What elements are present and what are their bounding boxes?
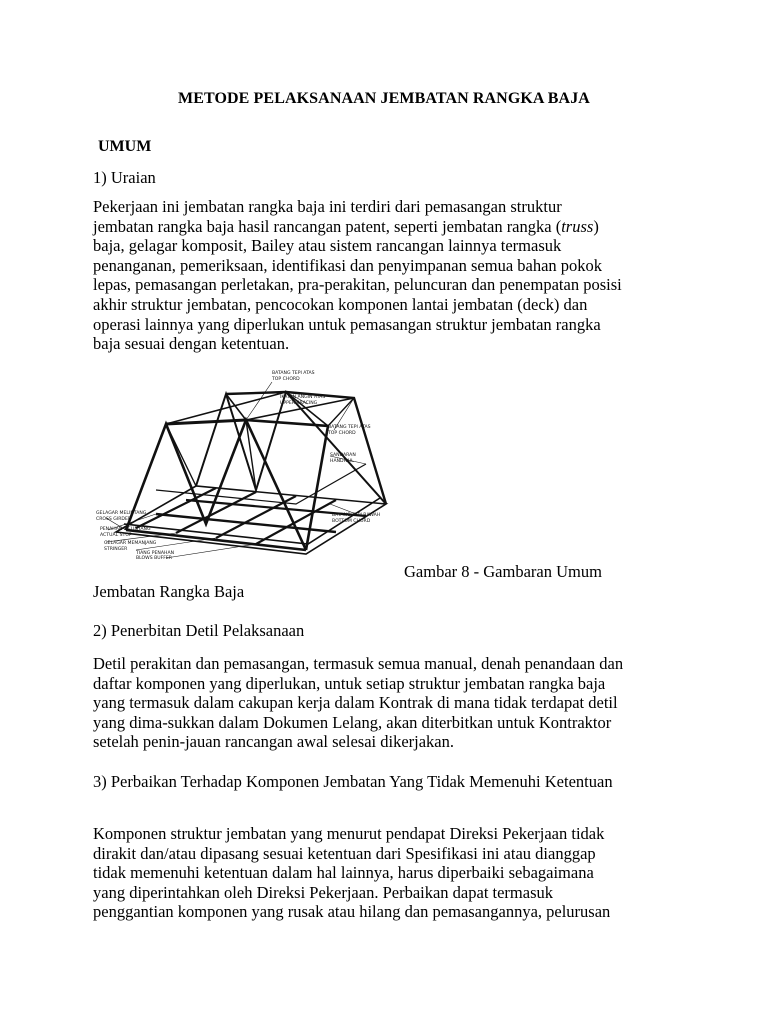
paragraph-line: penanganan, pemeriksaan, identifikasi dan penyimpanan semua bahan pokok: [93, 255, 603, 275]
paragraph-line: baja, gelagar komposit, Bailey atau sistem rancangan lainnya termasuk: [93, 236, 562, 256]
paragraph-line: Pekerjaan ini jembatan rangka baja ini terdiri dari pemasangan struktur: [93, 197, 562, 216]
subsection-1-paragraph: [93, 197, 683, 354]
label-upper-bracing-en: UPPER BRACING: [280, 401, 318, 406]
section-heading: UMUM: [98, 138, 152, 155]
paragraph-line: penggantian komponen yang rusak atau hilang dan pemasangannya, pelurusan: [93, 902, 611, 922]
italic-term: truss: [561, 216, 594, 236]
paragraph-line: dirakit dan/atau dipasang sesuai ketentuan dari Spesifikasi ini atau dianggap: [93, 843, 596, 863]
label-upper-bracing: IKATAN ANGIN ATAS: [280, 395, 326, 400]
subsection-1-heading: 1) Uraian: [93, 168, 156, 187]
subsection-2-paragraph: [93, 654, 683, 752]
figure-caption-part1: Gambar 8 - Gambaran Umum: [404, 562, 602, 581]
label-stringer-en: STRINGER: [104, 547, 128, 552]
paragraph-line: operasi lainnya yang diperlukan untuk pemasangan struktur jembatan rangka: [93, 314, 601, 334]
subsection-3-heading: 3) Perbaikan Terhadap Komponen Jembatan Yang Tidak Memenuhi Ketentuan: [93, 772, 613, 791]
label-bottom-chord-en: BOTTOM CHORD: [332, 519, 371, 524]
label-top-chord: BATANG TEPI ATAS: [272, 371, 315, 376]
paragraph-line: Komponen struktur jembatan yang menurut pendapat Direksi Pekerjaan tidak: [93, 824, 605, 843]
label-bottom-chord: BATANG TEPI BAWAH: [332, 513, 381, 518]
paragraph-line: baja sesuai dengan ketentuan.: [93, 334, 290, 354]
label-top-chord-right-en: TOP CHORD: [328, 431, 356, 436]
label-actual-stop-en: ACTUAL STOP: [100, 533, 132, 538]
label-actual-stop: PENAHAN MELINTANG: [100, 527, 151, 532]
label-cross-girder-en: CROSS GIRDER: [96, 517, 132, 522]
label-buffer-en: BLOWS BUFFER: [136, 556, 172, 560]
paragraph-line: akhir struktur jembatan, pencocokan komponen lantai jembatan (deck) dan: [93, 294, 588, 314]
subsection-2-heading: 2) Penerbitan Detil Pelaksanaan: [93, 621, 305, 640]
document-title: METODE PELAKSANAAN JEMBATAN RANGKA BAJA: [178, 90, 590, 107]
label-handrail-en: HANDRAIL: [330, 459, 354, 464]
paragraph-line: jembatan rangka baja hasil rancangan patent, seperti jembatan rangka (truss): [93, 216, 599, 236]
paragraph-line: tidak memenuhi ketentuan dalam hal lainnya, harus diperbaiki sebagaimana: [93, 863, 594, 883]
paragraph-line: yang diperintahkan oleh Direksi Pekerjaan. Perbaikan dapat termasuk: [93, 882, 554, 902]
label-top-chord-right: BATANG TEPI ATAS: [328, 425, 371, 430]
label-cross-girder: GELAGAR MELINTANG: [96, 511, 147, 516]
figure-caption-part2: Jembatan Rangka Baja: [93, 582, 245, 601]
subsection-3-paragraph: [93, 824, 683, 922]
label-buffer: TIANG PENAHAN: [136, 551, 175, 556]
cross-girder: [126, 530, 306, 550]
truss-bridge-drawing: [96, 364, 392, 560]
label-handrail: SANDARAN: [330, 453, 356, 458]
paragraph-line: Detil perakitan dan pemasangan, termasuk semua manual, denah penandaan dan: [93, 654, 624, 673]
paragraph-line: daftar komponen yang diperlukan, untuk setiap struktur jembatan rangka baja: [93, 673, 606, 693]
label-top-chord-en: TOP CHORD: [272, 377, 300, 382]
paragraph-line: yang dima-sukkan dalam Dokumen Lelang, akan diterbitkan untuk Kontraktor: [93, 712, 612, 732]
label-stringer: GELAGAR MEMANJANG: [104, 541, 157, 546]
paragraph-line: setelah penin-jauan rancangan awal selesai dikerjakan.: [93, 732, 454, 752]
paragraph-line: yang termasuk dalam cakupan kerja dalam Kontrak di mana tidak terdapat detil: [93, 693, 618, 713]
paragraph-line: lepas, pemasangan perletakan, pra-perakitan, peluncuran dan penempatan posisi: [93, 275, 622, 295]
truss-bridge-figure: [96, 364, 392, 560]
